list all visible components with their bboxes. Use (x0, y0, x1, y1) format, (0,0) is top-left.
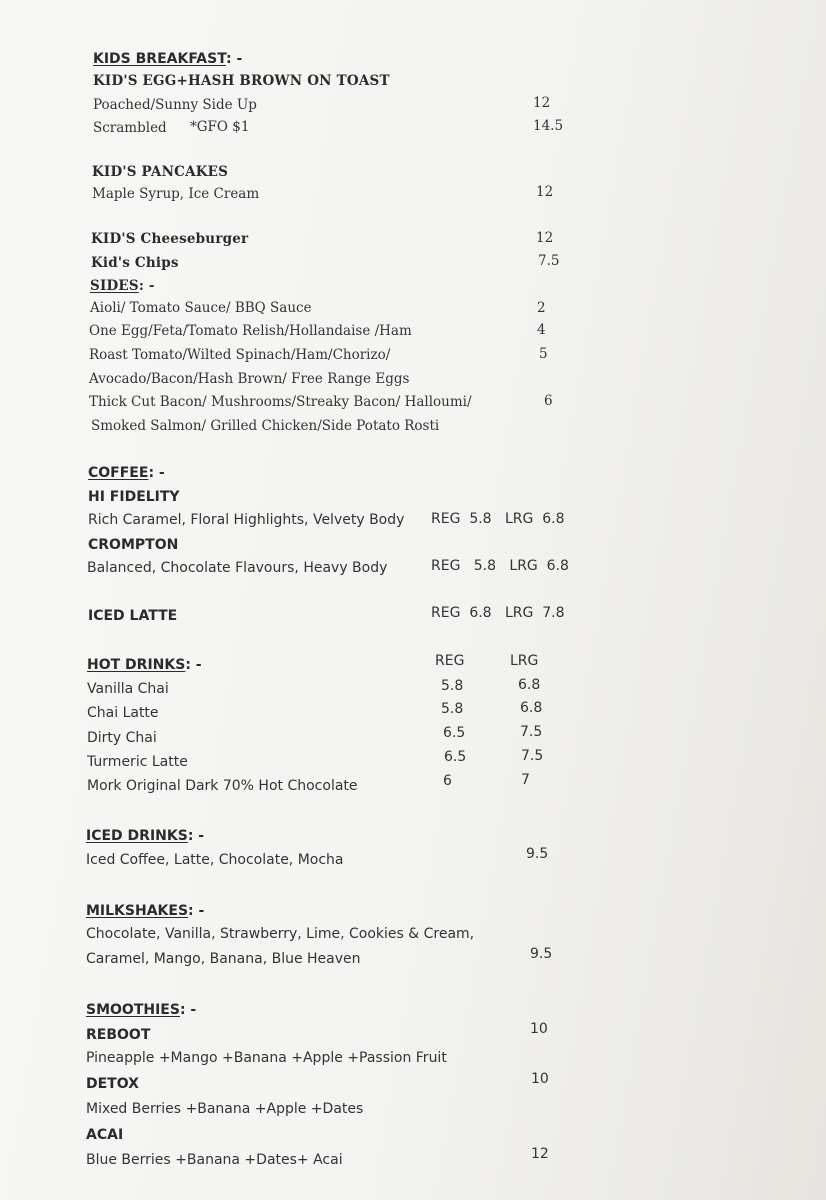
hot-drink-name: Mork Original Dark 70% Hot Chocolate (87, 778, 358, 794)
item-title-acai: ACAI (86, 1127, 124, 1143)
item-option-poached: Poached/Sunny Side Up (93, 97, 257, 113)
item-price: 6 (544, 393, 553, 409)
sides-line: Avocado/Bacon/Hash Brown/ Free Range Eggs (89, 371, 410, 387)
iced-drinks-desc: Iced Coffee, Latte, Chocolate, Mocha (86, 852, 344, 868)
item-price: 4 (537, 322, 546, 338)
item-price: 7.5 (538, 253, 560, 269)
item-title-hi-fidelity: HI FIDELITY (88, 489, 180, 505)
section-heading-hot-drinks: HOT DRINKS: - (87, 657, 202, 673)
item-desc-reboot: Pineapple +Mango +Banana +Apple +Passion Fruit (86, 1050, 447, 1066)
item-price: REG 5.8 LRG 6.8 (431, 558, 569, 574)
item-price: 2 (537, 300, 546, 316)
hot-drink-lrg-price: 6.8 (518, 677, 541, 693)
item-price: 9.5 (526, 846, 549, 862)
section-heading-milkshakes: MILKSHAKES: - (86, 903, 205, 919)
hot-drink-lrg-price: 7.5 (520, 724, 543, 740)
item-price: REG 6.8 LRG 7.8 (431, 605, 565, 621)
item-desc-crompton: Balanced, Chocolate Flavours, Heavy Body (87, 560, 388, 576)
item-title-kids-chips: Kid's Chips (91, 255, 179, 271)
hot-drink-name: Dirty Chai (87, 730, 157, 746)
item-price: 10 (531, 1071, 549, 1087)
section-heading-kids-breakfast: KIDS BREAKFAST: - (93, 51, 243, 67)
hot-drink-name: Chai Latte (87, 705, 159, 721)
sides-line: Thick Cut Bacon/ Mushrooms/Streaky Bacon/ Halloumi/ (89, 394, 472, 410)
item-title-crompton: CROMPTON (88, 537, 179, 553)
item-price: 14.5 (533, 118, 564, 134)
item-title-detox: DETOX (86, 1076, 139, 1092)
item-desc-pancakes: Maple Syrup, Ice Cream (92, 186, 260, 202)
item-title-kids-pancakes: KID'S PANCAKES (92, 164, 229, 180)
item-price: 12 (536, 230, 554, 246)
item-price: 10 (530, 1021, 548, 1037)
item-title-kids-cheeseburger: KID'S Cheeseburger (91, 231, 249, 247)
hot-drink-reg-price: 6 (443, 773, 452, 789)
section-heading-coffee: COFFEE: - (88, 465, 165, 481)
item-title-iced-latte: ICED LATTE (88, 608, 178, 624)
column-header-lrg: LRG (510, 653, 539, 669)
milkshakes-flavours: Caramel, Mango, Banana, Blue Heaven (86, 951, 361, 967)
item-title-reboot: REBOOT (86, 1027, 151, 1043)
item-price: 5 (539, 346, 548, 362)
hot-drink-reg-price: 6.5 (443, 725, 466, 741)
hot-drink-lrg-price: 7.5 (521, 748, 544, 764)
hot-drink-reg-price: 5.8 (441, 701, 464, 717)
item-price: 12 (533, 95, 551, 111)
hot-drink-name: Turmeric Latte (87, 754, 188, 770)
hot-drink-reg-price: 6.5 (444, 749, 467, 765)
item-desc-detox: Mixed Berries +Banana +Apple +Dates (86, 1101, 364, 1117)
section-heading-sides: SIDES: - (90, 278, 155, 294)
item-desc-acai: Blue Berries +Banana +Dates+ Acai (86, 1152, 343, 1168)
item-desc-hi-fidelity: Rich Caramel, Floral Highlights, Velvety Body (88, 512, 405, 528)
sides-line: One Egg/Feta/Tomato Relish/Hollandaise /Ham (89, 323, 412, 339)
item-price: 9.5 (530, 946, 553, 962)
hot-drink-name: Vanilla Chai (87, 681, 169, 697)
item-price: 12 (536, 184, 554, 200)
milkshakes-flavours: Chocolate, Vanilla, Strawberry, Lime, Cookies & Cream, (86, 926, 475, 942)
sides-line: Aioli/ Tomato Sauce/ BBQ Sauce (90, 300, 312, 316)
item-price: 12 (531, 1146, 549, 1162)
hot-drink-lrg-price: 7 (521, 772, 530, 788)
sides-line: Roast Tomato/Wilted Spinach/Ham/Chorizo/ (89, 347, 391, 363)
item-price: REG 5.8 LRG 6.8 (431, 511, 565, 527)
item-note-gfo: *GFO $1 (190, 119, 250, 135)
hot-drink-reg-price: 5.8 (441, 678, 464, 694)
column-header-reg: REG (435, 653, 465, 669)
section-heading-iced-drinks: ICED DRINKS: - (86, 828, 205, 844)
hot-drink-lrg-price: 6.8 (520, 700, 543, 716)
sides-line: Smoked Salmon/ Grilled Chicken/Side Potato Rosti (91, 418, 440, 434)
item-title-kids-egg: KID'S EGG+HASH BROWN ON TOAST (93, 73, 390, 89)
section-heading-smoothies: SMOOTHIES: - (86, 1002, 197, 1018)
item-option-scrambled: Scrambled (93, 120, 167, 136)
